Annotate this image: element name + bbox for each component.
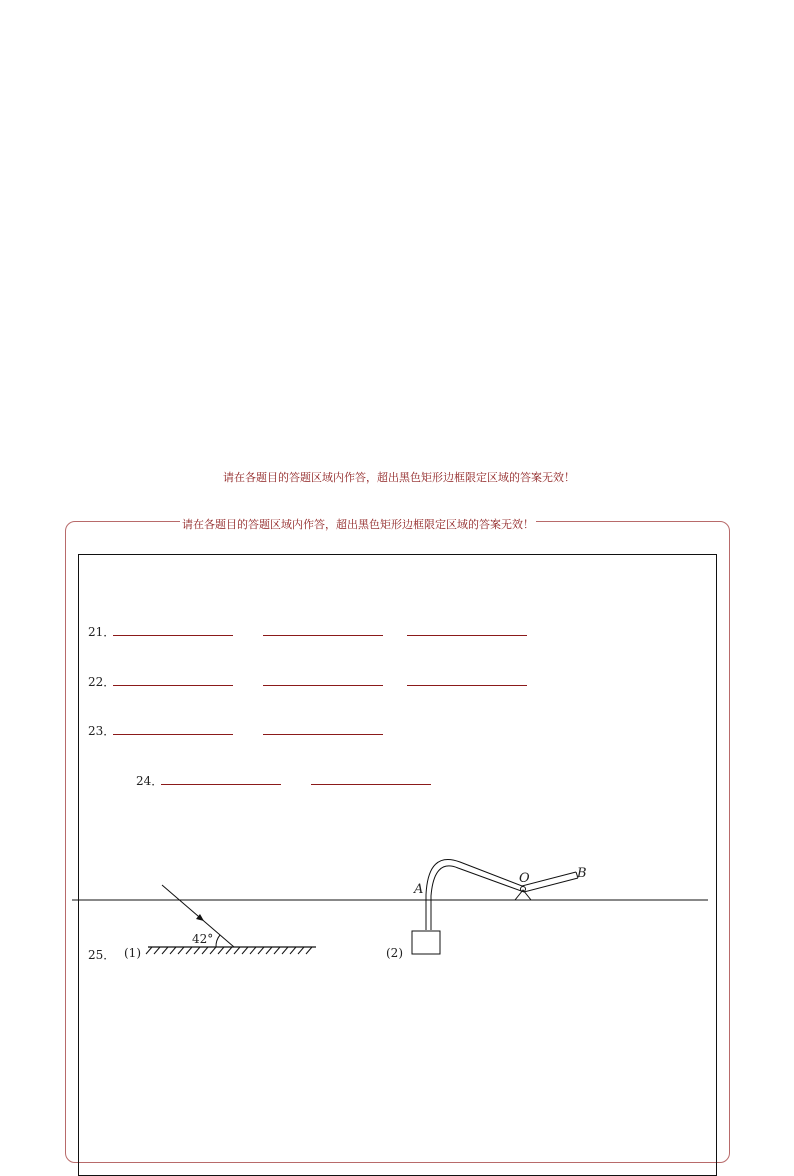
bent-rod-outer — [426, 859, 576, 930]
question-21-number: 21． — [88, 625, 116, 639]
question-25-number: 25． — [88, 948, 116, 962]
warning-text-top: 请在各题目的答题区域内作答，超出黑色矩形边框限定区域的答案无效！ — [223, 471, 575, 484]
question-23-number: 23． — [88, 724, 116, 738]
point-b-label: B — [577, 866, 587, 881]
angle-label: 42° — [192, 932, 214, 946]
question-24-number: 24． — [136, 774, 164, 788]
point-o-label: O — [519, 871, 530, 886]
mirror-hatching — [146, 947, 312, 954]
weight-block — [412, 931, 440, 954]
question-22-number: 22． — [88, 675, 116, 689]
point-a-label: A — [414, 882, 424, 897]
angle-arc — [216, 935, 220, 947]
q25-part2-label: (2) — [386, 946, 403, 960]
warning-text-frame: 请在各题目的答题区域内作答，超出黑色矩形边框限定区域的答案无效！ — [182, 518, 534, 531]
bent-rod-inner — [431, 866, 578, 930]
q25-part1-label: (1) — [124, 946, 141, 960]
